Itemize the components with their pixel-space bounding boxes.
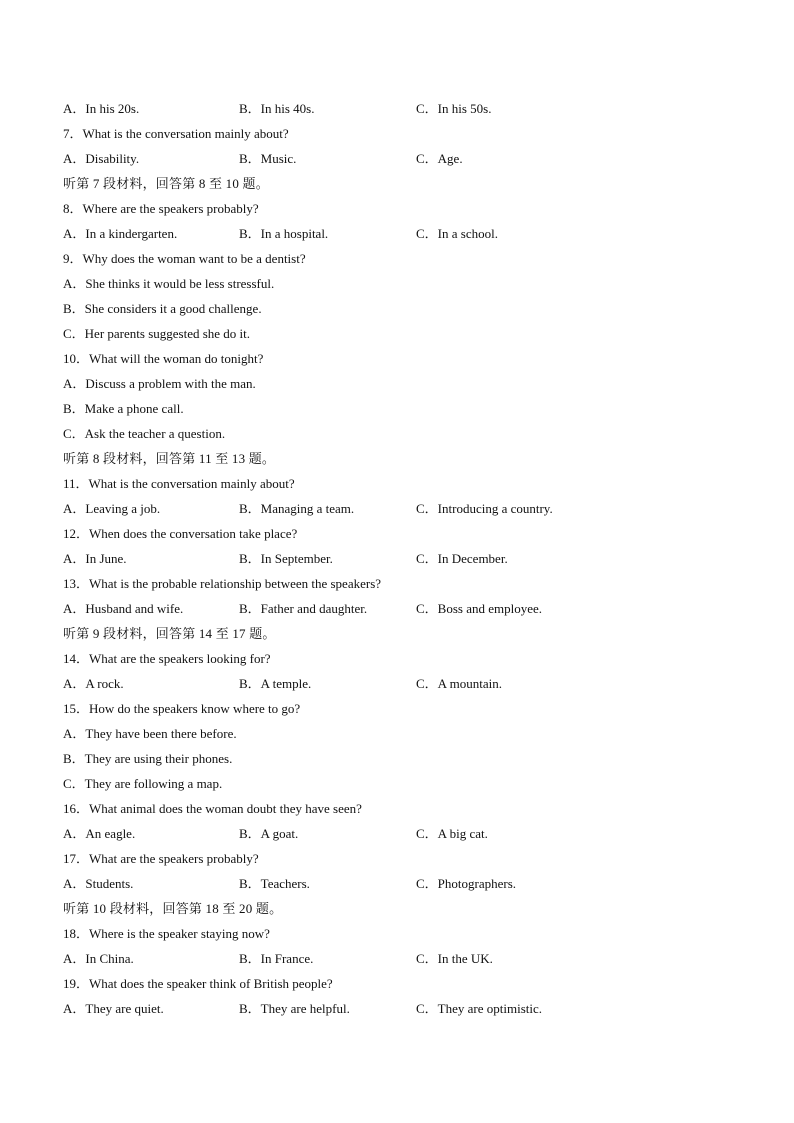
question-line: 11．What is the conversation mainly about?: [63, 476, 295, 491]
option-b: B．Music.: [239, 151, 297, 166]
option-c: C．Photographers.: [416, 876, 517, 891]
option-c: C．A mountain.: [416, 676, 502, 691]
section-instruction: 听第 7 段材料，回答第 8 至 10 题。: [63, 176, 269, 191]
option-b: B．In September.: [239, 551, 333, 566]
option-a: A．An eagle.: [63, 826, 136, 841]
option-c: C．In December.: [416, 551, 508, 566]
option-a: A．In June.: [63, 551, 127, 566]
option-b: B．Teachers.: [239, 876, 310, 891]
question-line: A．They have been there before.: [63, 726, 237, 741]
question-line: A．She thinks it would be less stressful.: [63, 276, 275, 291]
question-line: C．They are following a map.: [63, 776, 223, 791]
option-a: A．In China.: [63, 951, 134, 966]
section-instruction: 听第 8 段材料，回答第 11 至 13 题。: [63, 451, 276, 466]
question-line: 10．What will the woman do tonight?: [63, 351, 264, 366]
answer-options-row: [63, 996, 743, 1021]
question-line: 14．What are the speakers looking for?: [63, 651, 271, 666]
answer-options-row: [63, 146, 743, 171]
answer-options-row: [63, 221, 743, 246]
question-line: 16．What animal does the woman doubt they have seen?: [63, 801, 362, 816]
answer-options-row: [63, 596, 743, 621]
answer-options-row: [63, 96, 743, 121]
option-c: C．In his 50s.: [416, 101, 492, 116]
question-line: 7．What is the conversation mainly about?: [63, 126, 289, 141]
option-a: A．Disability.: [63, 151, 140, 166]
option-c: C．A big cat.: [416, 826, 488, 841]
option-a: A．A rock.: [63, 676, 124, 691]
option-b: B．In France.: [239, 951, 314, 966]
option-b: B．They are helpful.: [239, 1001, 350, 1016]
answer-options-row: [63, 946, 743, 971]
option-b: B．Father and daughter.: [239, 601, 368, 616]
option-a: A．In a kindergarten.: [63, 226, 178, 241]
option-c: C．In the UK.: [416, 951, 493, 966]
document-content: [63, 96, 743, 1021]
option-b: B．In his 40s.: [239, 101, 315, 116]
option-a: A．Husband and wife.: [63, 601, 184, 616]
option-a: A．Students.: [63, 876, 134, 891]
option-b: B．Managing a team.: [239, 501, 355, 516]
option-c: C．Age.: [416, 151, 463, 166]
answer-options-row: [63, 871, 743, 896]
option-b: B．In a hospital.: [239, 226, 329, 241]
question-line: 17．What are the speakers probably?: [63, 851, 259, 866]
question-line: 19．What does the speaker think of British people?: [63, 976, 333, 991]
option-a: A．They are quiet.: [63, 1001, 164, 1016]
answer-options-row: [63, 496, 743, 521]
answer-options-row: [63, 546, 743, 571]
question-line: B．Make a phone call.: [63, 401, 184, 416]
question-line: A．Discuss a problem with the man.: [63, 376, 256, 391]
option-a: A．In his 20s.: [63, 101, 140, 116]
answer-options-row: [63, 671, 743, 696]
option-c: C．Introducing a country.: [416, 501, 553, 516]
option-b: B．A goat.: [239, 826, 299, 841]
question-line: 9．Why does the woman want to be a dentist?: [63, 251, 306, 266]
option-c: C．They are optimistic.: [416, 1001, 543, 1016]
question-line: 12．When does the conversation take place?: [63, 526, 298, 541]
question-line: 15．How do the speakers know where to go?: [63, 701, 301, 716]
option-c: C．Boss and employee.: [416, 601, 543, 616]
question-line: 8．Where are the speakers probably?: [63, 201, 259, 216]
option-c: C．In a school.: [416, 226, 498, 241]
question-line: 18．Where is the speaker staying now?: [63, 926, 270, 941]
option-a: A．Leaving a job.: [63, 501, 161, 516]
question-line: C．Ask the teacher a question.: [63, 426, 226, 441]
question-line: 13．What is the probable relationship between the speakers?: [63, 576, 382, 591]
question-line: B．She considers it a good challenge.: [63, 301, 262, 316]
answer-options-row: [63, 821, 743, 846]
question-line: C．Her parents suggested she do it.: [63, 326, 251, 341]
section-instruction: 听第 9 段材料，回答第 14 至 17 题。: [63, 626, 276, 641]
option-b: B．A temple.: [239, 676, 312, 691]
question-line: B．They are using their phones.: [63, 751, 233, 766]
section-instruction: 听第 10 段材料，回答第 18 至 20 题。: [63, 901, 283, 916]
